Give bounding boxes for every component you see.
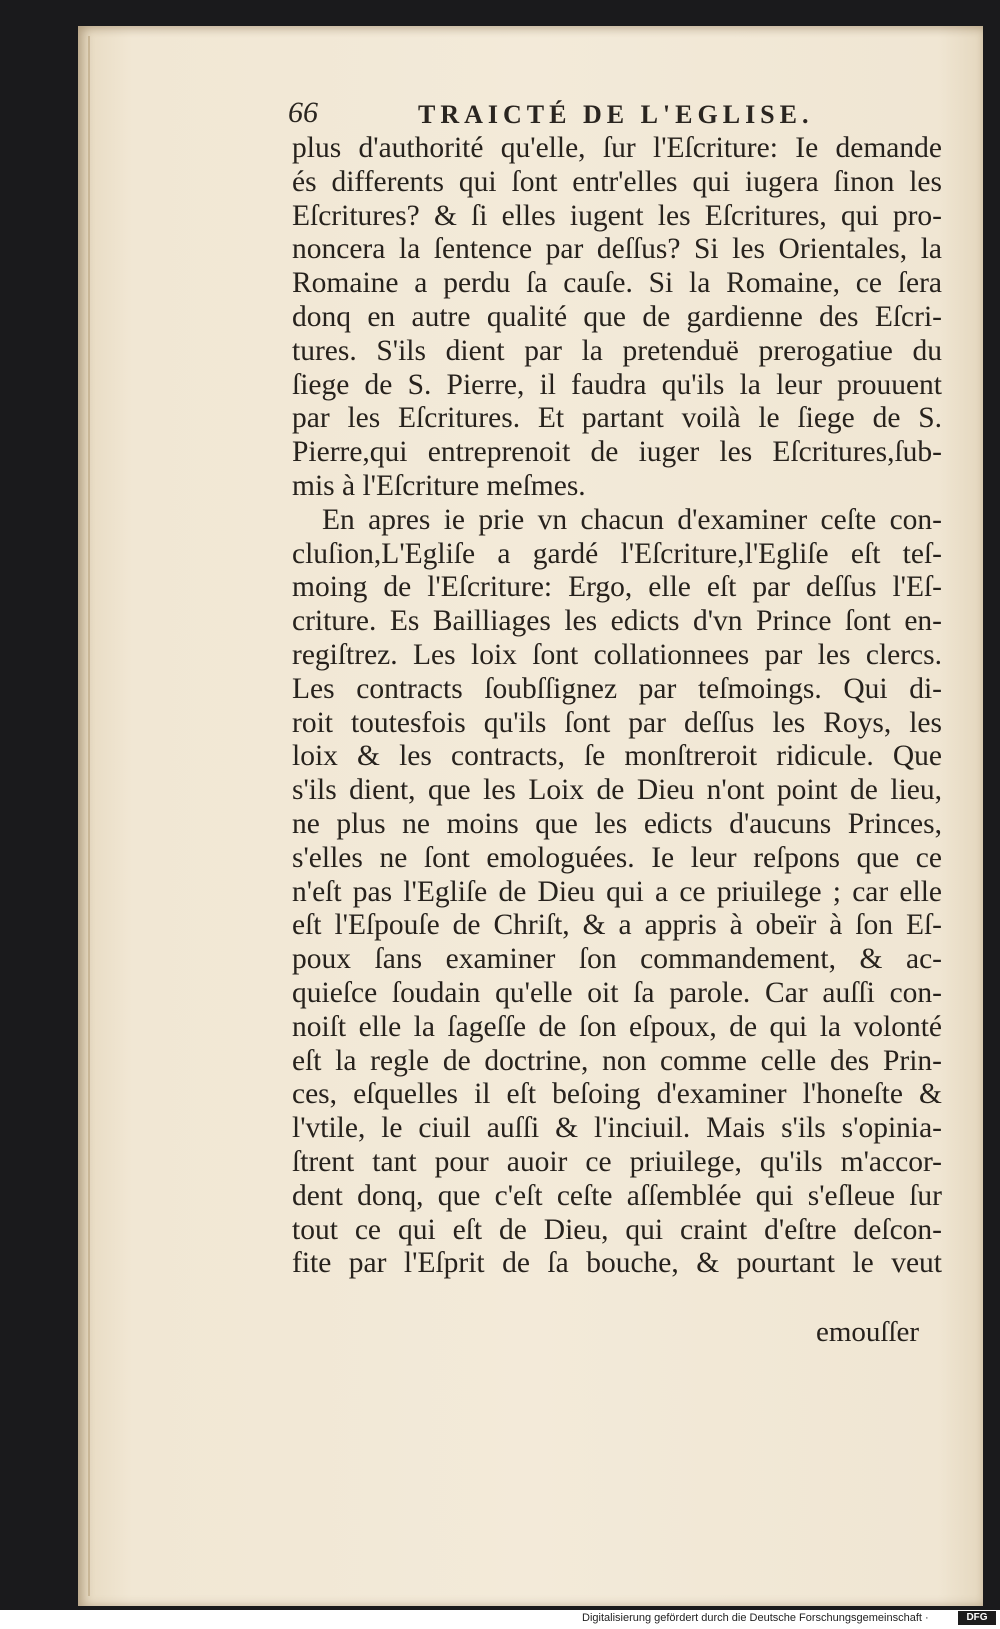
running-head xyxy=(288,96,988,136)
text-line: Eſcritures? & ſi elles iugent les Eſcritures, qui pro- xyxy=(292,199,942,232)
text-line: criture. Es Bailliages les edicts d'vn Prince ſont en- xyxy=(292,605,942,638)
text-line: cluſion,L'Egliſe a gardé l'Eſcriture,l'Egliſe eſt teſ- xyxy=(292,537,942,570)
text-line: regiſtrez. Les loix ſont collationnees par les clercs. xyxy=(292,638,942,671)
text-line: roit toutesfois qu'ils ſont par deſſus les Roys, les xyxy=(292,706,942,739)
text-line: Romaine a perdu ſa cauſe. Si la Romaine, ce ſera xyxy=(292,267,942,300)
text-line: quieſce ſoudain qu'elle oit ſa parole. Car auſſi con- xyxy=(292,976,942,1009)
text-line: loix & les contracts, ſe monſtreroit ridicule. Que xyxy=(292,740,942,773)
text-line: En apres ie prie vn chacun d'examiner ceſte con- xyxy=(322,503,942,536)
text-line: mis à l'Eſcriture meſmes. xyxy=(292,469,586,502)
text-line: eſt l'Eſpouſe de Chriſt, & a appris à obeïr à ſon Eſ- xyxy=(292,909,942,942)
text-line: ſiege de S. Pierre, il faudra qu'ils la leur prouuent xyxy=(292,368,942,401)
text-line: plus d'authorité qu'elle, ſur l'Eſcriture: Ie demande xyxy=(292,132,942,164)
digitization-credit: Digitalisierung gefördert durch die Deutsche Forschungsgemeinschaft · xyxy=(582,1612,929,1624)
text-line: donq en autre qualité que de gardienne des Eſcri- xyxy=(292,300,942,333)
text-line: ne plus ne moins que les edicts d'aucuns Princes, xyxy=(292,807,942,840)
text-line: moing de l'Eſcriture: Ergo, elle eſt par deſſus l'Eſ- xyxy=(292,571,942,604)
text-line: eſt la regle de doctrine, non comme celle des Prin- xyxy=(292,1044,942,1077)
running-title: TRAICTÉ DE L'EGLISE. xyxy=(418,100,814,129)
text-line: poux ſans examiner ſon commandement, & ac- xyxy=(292,943,942,976)
text-line: l'vtile, le ciuil auſſi & l'inciuil. Mais s'ils s'opinia- xyxy=(292,1112,942,1145)
text-line: par les Eſcritures. Et partant voilà le ſiege de S. xyxy=(292,402,942,435)
text-line: ſtrent tant pour auoir ce priuilege, qu'ils m'accor- xyxy=(292,1145,942,1178)
text-line: tures. S'ils dient par la pretenduë prerogatiue du xyxy=(292,334,942,367)
page-edge xyxy=(88,36,90,1596)
body-text xyxy=(292,132,942,1281)
text-line: s'ils dient, que les Loix de Dieu n'ont point de lieu, xyxy=(292,774,942,807)
text-line: ces, eſquelles il eſt beſoing d'examiner l'honeſte & xyxy=(292,1078,942,1111)
text-line: dent donq, que c'eſt ceſte aſſemblée qui s'eſleue ſur xyxy=(292,1179,942,1212)
text-line: noiſt elle la ſageſſe de ſon eſpoux, de qui la volonté xyxy=(292,1010,942,1043)
text-line: fite par l'Eſprit de ſa bouche, & pourtant le veut xyxy=(292,1247,942,1280)
text-line: és differents qui ſont entr'elles qui iugera ſinon les xyxy=(292,165,942,198)
dfg-logo: DFG xyxy=(958,1611,996,1625)
text-line: noncera la ſentence par deſſus? Si les Orientales, la xyxy=(292,233,942,266)
text-line: Les contracts ſoubſſignez par teſmoings. Qui di- xyxy=(292,672,942,705)
page-number: 66 xyxy=(288,96,318,129)
text-line: Pierre,qui entreprenoit de iuger les Eſcritures,ſub- xyxy=(292,436,942,469)
text-line: tout ce qui eſt de Dieu, qui craint d'eſtre deſcon- xyxy=(292,1213,942,1246)
text-line: s'elles ne ſont emologuées. Ie leur reſpons que ce xyxy=(292,841,942,874)
text-line: n'eſt pas l'Egliſe de Dieu qui a ce priuilege ; car elle xyxy=(292,875,942,908)
catchword: emouſſer xyxy=(816,1316,920,1348)
